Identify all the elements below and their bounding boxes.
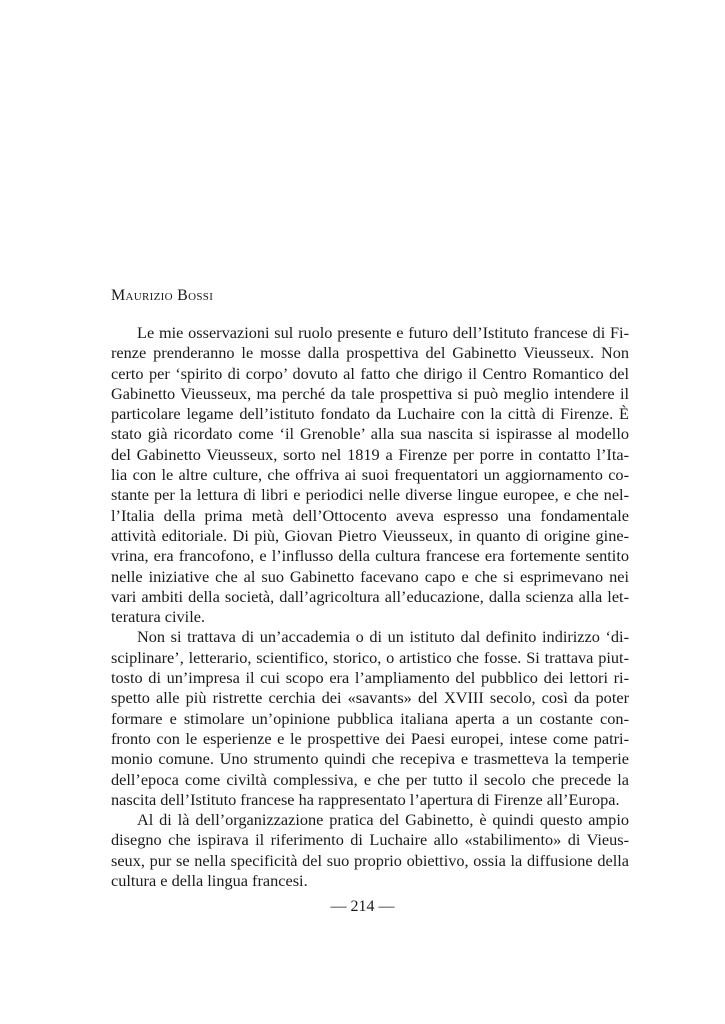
text-line: nascita dell’Istituto francese ha rappresentato l’apertura di Firenze all’Europa.: [111, 789, 620, 809]
body-text: [111, 323, 629, 891]
text-line: cultura e della lingua francesi.: [111, 871, 308, 891]
text-line: spetto alle più ristrette cerchia dei «savants» del XVIII secolo, così da poter: [111, 688, 629, 708]
page-number: — 214 —: [330, 898, 395, 915]
text-line: stato già ricordato come ‘il Grenoble’ alla sua nascita si ispirasse al modello: [111, 424, 629, 444]
text-line: vrina, era francofono, e l’influsso della cultura francese era fortemente sentito: [111, 546, 629, 566]
text-line: formare e stimolare un’opinione pubblica italiana aperta a un costante con-: [111, 708, 629, 728]
text-line: teratura civile.: [111, 607, 206, 627]
text-line: Al di là dell’organizzazione pratica del Gabinetto, è quindi questo ampio: [137, 810, 629, 830]
text-line: l’Italia della prima metà dell’Ottocento aveva espresso una fondamentale: [111, 505, 629, 525]
text-line: Gabinetto Vieusseux, ma perché da tale prospettiva si può meglio intendere il: [111, 383, 629, 403]
paragraph: [111, 627, 629, 810]
text-line: sciplinare’, letterario, scientifico, storico, o artistico che fosse. Si trattava piut-: [111, 647, 629, 667]
text-line: particolare legame dell’istituto fondato da Luchaire con la città di Firenze. È: [111, 404, 629, 424]
text-line: del Gabinetto Vieusseux, sorto nel 1819 a Firenze per porre in contatto l’Ita-: [111, 444, 629, 464]
text-line: seux, pur se nella specificità del suo proprio obiettivo, ossia la diffusione della: [111, 850, 629, 870]
text-line: renze prenderanno le mosse dalla prospettiva del Gabinetto Vieusseux. Non: [111, 343, 629, 363]
author-name: Maurizio Bossi: [111, 287, 214, 304]
text-line: dell’epoca come civiltà complessiva, e che per tutto il secolo che precede la: [111, 769, 629, 789]
text-line: attività editoriale. Di più, Giovan Pietro Vieusseux, in quanto di origine gine-: [111, 525, 629, 545]
text-line: disegno che ispirava il riferimento di Luchaire allo «stabilimento» di Vieus-: [111, 830, 629, 850]
text-line: tosto di un’impresa il cui scopo era l’ampliamento del pubblico dei lettori ri-: [111, 668, 629, 688]
text-line: Non si trattava di un’accademia o di un istituto dal definito indirizzo ‘di-: [137, 627, 629, 647]
text-line: vari ambiti della società, dall’agricoltura all’educazione, dalla scienza alla let-: [111, 586, 629, 606]
paragraph: [111, 810, 629, 891]
text-line: stante per la lettura di libri e periodici nelle diverse lingue europee, e che nel-: [111, 485, 629, 505]
text-line: lia con le altre culture, che offriva ai suoi frequentatori un aggiornamento co-: [111, 465, 629, 485]
paragraph: [111, 323, 629, 627]
text-line: monio comune. Uno strumento quindi che recepiva e trasmetteva la temperie: [111, 749, 629, 769]
text-line: nelle iniziative che al suo Gabinetto facevano capo e che si esprimevano nei: [111, 566, 629, 586]
text-line: fronto con le esperienze e le prospettive dei Paesi europei, intese come patri-: [111, 728, 629, 748]
text-line: certo per ‘spirito di corpo’ dovuto al fatto che dirigo il Centro Romantico del: [111, 363, 629, 383]
text-line: Le mie osservazioni sul ruolo presente e futuro dell’Istituto francese di Fi-: [137, 323, 629, 342]
